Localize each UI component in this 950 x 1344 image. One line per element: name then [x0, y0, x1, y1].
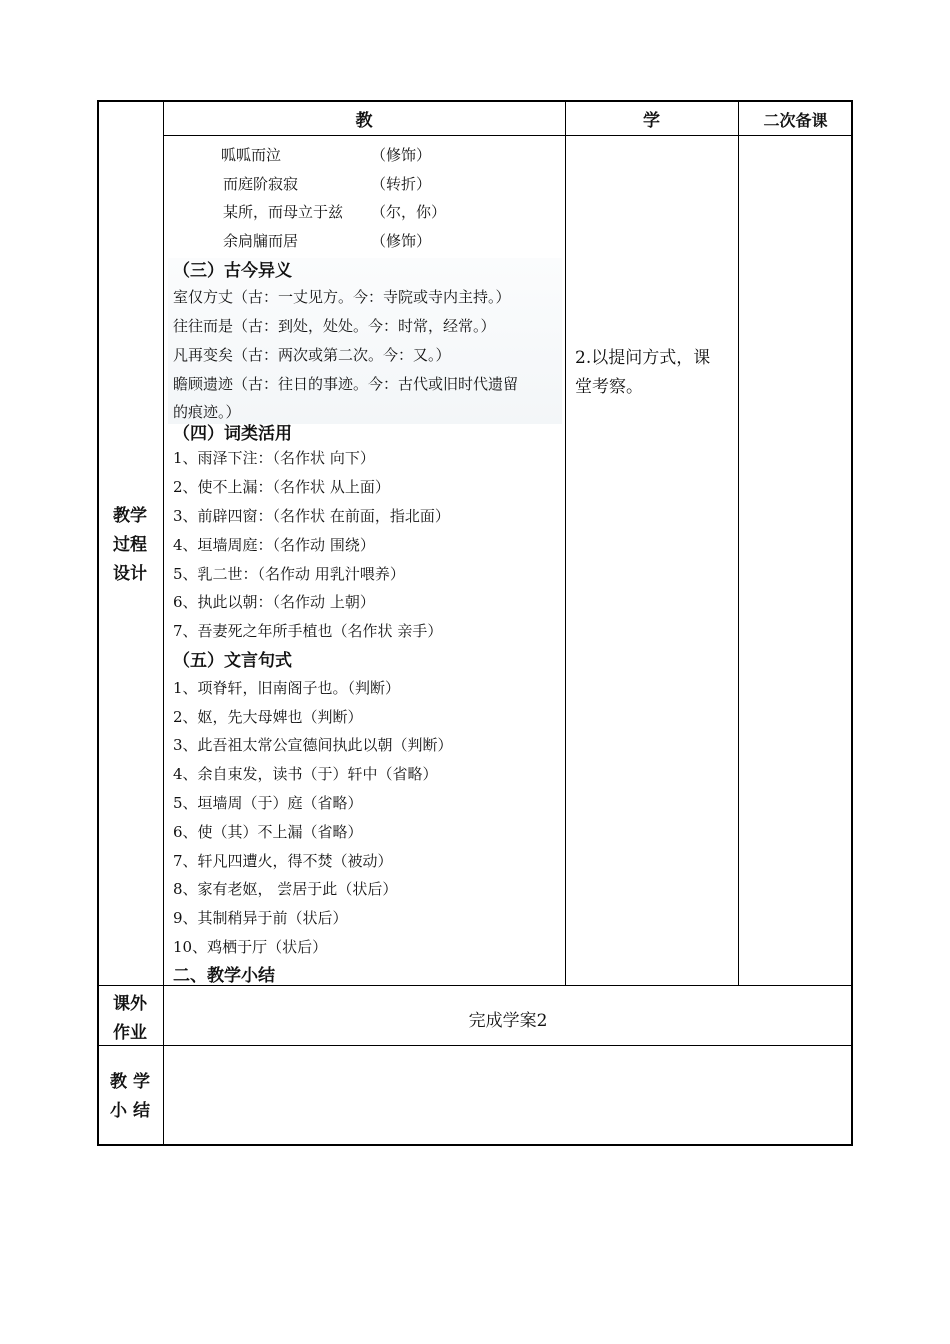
divider [97, 1045, 853, 1046]
learn-note-line: 2.以提问方式，课 [575, 348, 711, 368]
sentence-item: 2、妪，先大母婢也（判断） [173, 708, 363, 726]
word-class-item: 6、执此以朝：（名作动 上朝） [173, 593, 375, 611]
homework-label [97, 990, 163, 1048]
modifier-note: （修饰） [371, 232, 432, 250]
section-title-sentences: （五）文言句式 [173, 651, 292, 671]
modifier-note: （修饰） [371, 146, 432, 164]
word-class-item: 1、雨泽下注：（名作状 向下） [173, 449, 375, 467]
pasted-notes-image [168, 258, 562, 424]
sentence-item: 7、轩凡四遭火，得不焚（被动） [173, 852, 393, 870]
label-line: 设计 [113, 564, 147, 584]
divider [163, 100, 164, 1146]
label-line: 课外 [113, 994, 147, 1014]
sentence-item: 1、项脊轩，旧南阁子也。（判断） [173, 679, 401, 697]
section-title-ancient-modern: （三）古今异义 [173, 261, 292, 281]
sentence-item: 9、其制稍异于前（状后） [173, 909, 348, 927]
modifier-text: 而庭阶寂寂 [223, 175, 299, 193]
section-title-word-class: （四）词类活用 [173, 424, 292, 444]
sentence-item: 4、余自束发，读书（于）轩中（省略） [173, 765, 438, 783]
modifier-text: 余扃牖而居 [223, 232, 299, 250]
word-class-item: 3、前辟四窗：（名作状 在前面，指北面） [173, 507, 450, 525]
word-class-item: 4、垣墙周庭：（名作动 围绕） [173, 536, 375, 554]
ancient-modern-item: 往往而是（古：到处，处处。今：时常，经常。） [173, 317, 496, 335]
sentence-item: 10、鸡栖于厅（状后） [173, 938, 328, 956]
label-line: 小 结 [110, 1101, 150, 1121]
summary-label [97, 1068, 163, 1126]
process-label [97, 502, 163, 589]
label-line: 作业 [113, 1023, 147, 1043]
divider [163, 135, 853, 136]
label-line: 教 学 [110, 1072, 150, 1092]
word-class-item: 2、使不上漏：（名作状 从上面） [173, 478, 390, 496]
label-line: 教学 [113, 506, 147, 526]
label-line: 过程 [113, 535, 147, 555]
homework-text: 完成学案2 [468, 1011, 548, 1031]
word-class-item: 5、乳二世：（名作动 用乳汁喂养） [173, 565, 405, 583]
ancient-modern-item: 的痕迹。） [173, 403, 241, 421]
section-title-summary: 二、教学小结 [173, 966, 275, 986]
divider [738, 100, 739, 985]
ancient-modern-item: 凡再变矣（古：两次或第二次。今：又。） [173, 346, 451, 364]
sentence-item: 3、此吾祖太常公宣德间执此以朝（判断） [173, 736, 453, 754]
sentence-item: 5、垣墙周（于）庭（省略） [173, 794, 363, 812]
header-teach: 教 [355, 111, 373, 131]
sentence-item: 8、家有老妪， 尝居于此（状后） [173, 880, 398, 898]
learn-note-line: 堂考察。 [575, 377, 643, 397]
word-class-item: 7、吾妻死之年所手植也（名作状 亲手） [173, 622, 443, 640]
modifier-note: （尔，你） [371, 203, 447, 221]
divider [565, 100, 566, 985]
header-second-prep: 二次备课 [763, 111, 828, 130]
modifier-text: 某所，而母立于兹 [223, 203, 344, 221]
ancient-modern-item: 室仅方丈（古：一丈见方。今：寺院或寺内主持。） [173, 288, 511, 306]
header-learn: 学 [643, 111, 660, 131]
sentence-item: 6、使（其）不上漏（省略） [173, 823, 363, 841]
modifier-note: （转折） [371, 175, 432, 193]
modifier-text: 呱呱而泣 [221, 146, 282, 164]
ancient-modern-item: 瞻顾遗迹（古：往日的事迹。今：古代或旧时代遗留 [173, 375, 519, 393]
